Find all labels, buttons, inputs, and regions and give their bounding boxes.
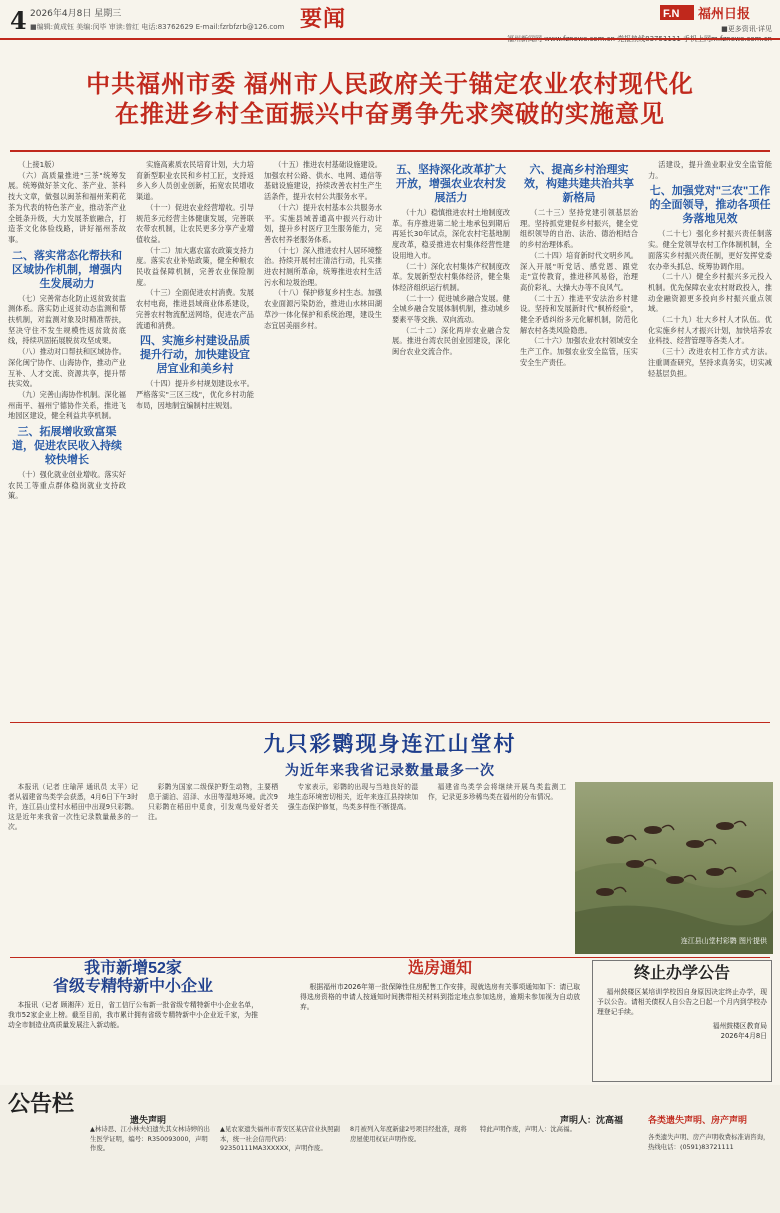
article-paragraph: （十七）深入推进农村人居环境整治。持续开展村庄清洁行动，扎实推进农村厕所革命，统筹推进农村生活污水和垃圾治理。	[264, 245, 382, 287]
notice-text-1: ▲林诗思、江小林夫妇遗失其女林诗婷的出生医学证明，编号：R350093000，声明作废。	[90, 1125, 210, 1153]
article-column-2	[136, 160, 254, 715]
main-headline	[0, 70, 780, 130]
more-info-tag: ■更多资讯·详见	[721, 25, 772, 33]
article-paragraph: （二十一）促进城乡融合发展。健全城乡融合发展体制机制，推动城乡要素平等交换、双向流动。	[392, 293, 510, 325]
article-paragraph: （十）强化就业创业增收。落实好农民工等重点群体稳岗就业支持政策。	[8, 470, 126, 501]
article-column-5	[520, 160, 638, 715]
newspaper-logo	[660, 4, 770, 22]
section-divider	[10, 722, 770, 723]
article-column-4	[392, 160, 510, 715]
housing-notice-title: 选房通知	[407, 960, 472, 977]
issue-date: 2026年4月8日 星期三	[30, 9, 122, 19]
notice-text-4: 特此声明作废，声明人：沈高福。	[480, 1125, 576, 1133]
page-header	[0, 0, 780, 44]
notice-text-2: ▲见农家遗失福州市晋安区某店营业执照副本，统一社会信用代码：92350111MA3XXXXX，声明作废。	[220, 1125, 340, 1153]
notice-text-5: 各类遗失声明、房产声明收费标准请咨询，热线电话：(0591)83721111	[648, 1133, 770, 1151]
housing-notice-text: 根据福州市2026年第一批保障性住房配售工作安排，现就选房有关事项通知如下：请已取得选房资格的申请人按通知时间携带相关材料到指定地点参加选房，逾期未参加视为自动放弃。	[300, 983, 580, 1011]
article-paragraph: （二十八）健全乡村振兴多元投入机制。优先保障农业农村财政投入，推动金融资源更多投向乡村振兴重点领域。	[648, 272, 772, 314]
page-number: 4	[10, 6, 27, 35]
school-closure-sign: 福州鼓楼区教育局	[712, 1022, 767, 1030]
notice-text-3: 8月被列入年度新建2号项目经批准，现将房屋使用权证声明作废。	[350, 1125, 467, 1143]
bird-story-column-3: 专家表示，彩鹮的出现与当地良好的湿地生态环境密切相关，近年来连江县持续加强生态保护修复，鸟类多样性不断提高。	[288, 783, 418, 811]
article-paragraph: （上接1版）	[18, 160, 59, 169]
photo-caption: 连江县山堂村彩鹮 图片提供	[680, 937, 767, 945]
header-right-info	[507, 24, 772, 44]
lower-divider	[10, 957, 770, 958]
svg-text:福州日报: 福州日报	[698, 7, 751, 22]
school-closure-box	[592, 960, 772, 1082]
article-paragraph: 实施高素质农民培育计划，大力培育新型职业农民和乡村工匠，支持返乡入乡人员创业创新，拓宽农民增收渠道。	[136, 160, 254, 202]
subheading: 五、坚持深化改革扩大开放，增强农业农村发展活力	[396, 164, 506, 204]
article-paragraph: 活建设，提升渔业职业安全监管能力。	[648, 160, 772, 180]
article-paragraph: （二十二）深化两岸农业融合发展。推进台湾农民创业园建设，深化闽台农业交流合作。	[392, 325, 510, 357]
notice-heading-declarant: 声明人：沈高福	[560, 1115, 624, 1125]
article-paragraph: （十六）提升农村基本公共服务水平。实施县域普通高中振兴行动计划，提升乡村医疗卫生服务能力，完善农村养老服务体系。	[264, 202, 382, 244]
article-paragraph: （十九）稳慎推进农村土地制度改革。有序推进第二轮土地承包到期后再延长30年试点，深化农村宅基地制度改革，稳妥推进农村集体经营性建设用地入市。	[392, 208, 510, 260]
article-paragraph: （二十）深化农村集体产权制度改革。发展新型农村集体经济，健全集体经济组织运行机制。	[392, 261, 510, 292]
bird-story-column-2: 彩鹮为国家二级保护野生动物，主要栖息于湖泊、沼泽、水田等湿地环境。此次9只彩鹮在稻田中觅食，引发观鸟爱好者关注。	[148, 783, 278, 821]
article-paragraph: （七）完善常态化防止返贫致贫监测体系。落实防止返贫动态监测和帮扶机制，对监测对象及时精准帮扶，坚决守住不发生规模性返贫致贫底线，持续巩固拓展脱贫攻坚成果。	[8, 293, 126, 346]
enterprise-news-title: 我市新增52家 省级专精特新中小企业	[52, 960, 213, 995]
article-paragraph: （二十九）壮大乡村人才队伍。优化实施乡村人才振兴计划，加快培养农业科技、经营管理等各类人才。	[648, 315, 772, 346]
bird-photo	[575, 782, 773, 954]
header-rule	[0, 38, 780, 40]
subheading: 三、拓展增收致富渠道，促进农民收入持续较快增长	[12, 426, 122, 467]
article-paragraph: （二十六）加强农业农村领域安全生产工作。加强农业安全监管，压实安全生产责任。	[520, 336, 638, 367]
article-paragraph: （三十）改进农村工作方式方法。注重调查研究，坚持求真务实，切实减轻基层负担。	[648, 347, 772, 378]
subheading: 四、实施乡村建设品质提升行动，加快建设宜居宜业和美乡村	[140, 335, 250, 376]
subheading: 七、加强党对"三农"工作的全面领导，推动各项任务落地见效	[649, 185, 771, 226]
article-paragraph: （十二）加大惠农富农政策支持力度。落实农业补贴政策，健全种粮农民收益保障机制，完善农业保险制度。	[136, 245, 254, 287]
headline-line-2: 在推进乡村全面振兴中奋勇争先求突破的实施意见	[115, 101, 665, 128]
bird-story-subtitle: 为近年来我省记录数量最多一次	[285, 762, 495, 778]
enterprise-news-box	[8, 960, 258, 1082]
article-paragraph: （二十七）强化乡村振兴责任制落实。健全党领导农村工作体制机制，全面落实乡村振兴责任制，更好发挥党委农办牵头抓总、统筹协调作用。	[648, 229, 772, 271]
enterprise-news-text: 本报讯（记者 顾湘萍）近日，省工信厅公布新一批省级专精特新中小企业名单，我市52家企业上榜。截至目前，我市累计拥有省级专精特新中小企业近千家，为推动全市制造业高质量发展注入新动能。	[8, 1001, 258, 1029]
notice-board-title: 公告栏	[8, 1091, 75, 1117]
article-column-3	[264, 160, 382, 715]
subheading: 二、落实常态化帮扶和区域协作机制，增强内生发展动力	[12, 249, 122, 290]
article-paragraph: （十三）全面促进农村消费。发展农村电商，推进县域商业体系建设，完善农村物流配送网络，促进农产品流通和消费。	[136, 288, 254, 330]
svg-text:F.N: F.N	[663, 8, 680, 20]
bird-story-titles	[0, 728, 780, 780]
notice-heading-lost: 遗失声明	[130, 1115, 167, 1125]
housing-notice-box	[300, 960, 580, 1082]
school-closure-title: 终止办学公告	[633, 965, 730, 982]
headline-line-1: 中共福州市委 福州市人民政府关于锚定农业农村现代化	[86, 71, 694, 98]
article-paragraph: （二十四）培育新时代文明乡风。深入开展"听党话、感党恩、跟党走"宣传教育，推进移风易俗，治理高价彩礼、大操大办等不良风气。	[520, 250, 638, 292]
article-column-6	[648, 160, 772, 715]
school-closure-date: 2026年4月8日	[720, 1032, 767, 1040]
article-paragraph: （六）高质量推进"三茶"统筹发展。统筹做好茶文化、茶产业、茶科技大文章，做强以闽茶和福州茉莉花茶为代表的特色茶产业，推动茶产业全链条升级，大力发展茶旅融合，打造茶文化体验线路，讲好福州茶故事。	[8, 170, 126, 244]
article-paragraph: （十八）保护修复乡村生态。加强农业面源污染防治，推进山水林田湖草沙一体化保护和系统治理，建设生态宜居美丽乡村。	[264, 288, 382, 330]
school-closure-text: 福州鼓楼区某培训学校因自身原因决定终止办学，现予以公告。请相关债权人自公告之日起一个月内到学校办理登记手续。	[597, 988, 767, 1016]
notice-heading-service: 各类遗失声明、房产声明	[648, 1115, 748, 1125]
article-paragraph: （十四）提升乡村规划建设水平。严格落实"三区三线"，优化乡村功能布局，因地制宜编制村庄规划。	[136, 379, 254, 410]
article-paragraph: （十五）推进农村基础设施建设。加强农村公路、供水、电网、通信等基础设施建设，持续改善农村生产生活条件，提升农村公共服务水平。	[264, 160, 382, 202]
article-column-1	[8, 160, 126, 715]
article-paragraph: （二十三）坚持党建引领基层治理。坚持抓党建促乡村振兴，健全党组织领导的自治、法治、德治相结合的乡村治理体系。	[520, 208, 638, 250]
subheading: 六、提高乡村治理实效，构建共建共治共享新格局	[524, 164, 634, 204]
article-paragraph: （八）推动对口帮扶和区域协作。深化闽宁协作、山海协作，推动产业互补、人才交流、资源共享，提升帮扶实效。	[8, 347, 126, 389]
article-paragraph: （十一）促进农业经营增收。引导规范多元经营主体健康发展，完善联农带农机制，让农民更多分享产业增值收益。	[136, 202, 254, 244]
bird-story-column-1: 本报讯（记者 庄瑜萍 通讯员 太平）记者从福建省鸟类学会获悉，4月6日下午3时许，连江县山堂村水稻田中出现9只彩鹮。这是近年来我省一次性记录数量最多的一次。	[8, 783, 138, 831]
headline-rule	[10, 150, 770, 152]
bird-story-title: 九只彩鹮现身连江山堂村	[263, 733, 517, 756]
article-paragraph: （九）完善山海协作机制。深化福州南平、福州宁德协作关系，推进飞地园区建设，健全利益共享机制。	[8, 389, 126, 421]
notice-board	[0, 1085, 780, 1213]
editor-line: ■编辑:黄成钰 美编:闵毕 审读:曾红 电话:83762629 E-mail:fzrbfzrb@126.com	[30, 23, 285, 31]
bird-story-column-4: 福建省鸟类学会将继续开展鸟类监测工作，记录更多珍稀鸟类在福州的分布情况。	[428, 783, 566, 801]
section-title: 要闻	[300, 6, 347, 32]
article-paragraph: （二十五）推进平安法治乡村建设。坚持和发展新时代"枫桥经验"，健全矛盾纠纷多元化解机制，防范化解农村各类风险隐患。	[520, 293, 638, 335]
